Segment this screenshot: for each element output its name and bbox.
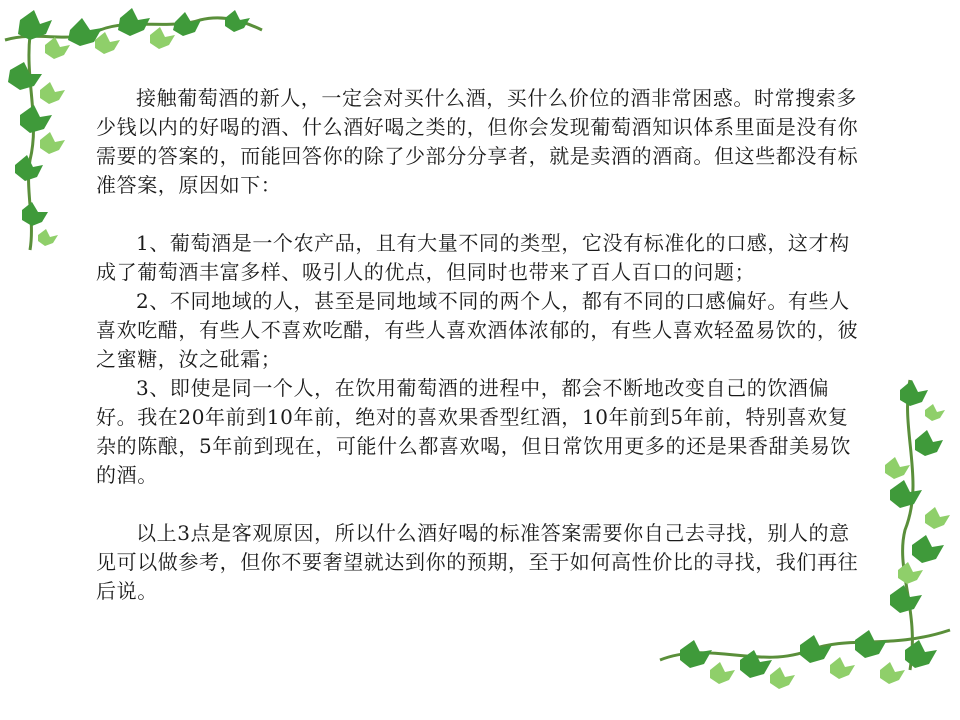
conclusion-paragraph: 以上3点是客观原因，所以什么酒好喝的标准答案需要你自己去寻找，别人的意见可以做参考，但你不要奢望就达到你的预期，至于如何高性价比的寻找，我们再往后说。 [96, 521, 859, 603]
article-text [96, 84, 866, 606]
intro-paragraph: 接触葡萄酒的新人，一定会对买什么酒，买什么价位的酒非常困惑。时常搜索多少钱以内的好喝的酒、什么酒好喝之类的，但你会发现葡萄酒知识体系里面是没有你需要的答案的，而能回答你的除了少部分分享者，就是卖酒的酒商。但这些都没有标准答案，原因如下： [96, 86, 859, 197]
paragraph-spacer [96, 490, 866, 519]
paragraph-spacer [96, 200, 866, 229]
reason-3-paragraph: 3、即使是同一个人，在饮用葡萄酒的进程中，都会不断地改变自己的饮酒偏好。我在20年前到10年前，绝对的喜欢果香型红酒，10年前到5年前，特别喜欢复杂的陈酿，5年前到现在，可能什么都喜欢喝，但日常饮用更多的还是果香甜美易饮的酒。 [96, 376, 851, 487]
reason-2-paragraph: 2、不同地域的人，甚至是同地域不同的两个人，都有不同的口感偏好。有些人喜欢吃醋，有些人不喜欢吃醋，有些人喜欢酒体浓郁的，有些人喜欢轻盈易饮的，彼之蜜糖，汝之砒霜； [96, 289, 859, 371]
reason-1-paragraph: 1、葡萄酒是一个农产品，且有大量不同的类型，它没有标准化的口感，这才构成了葡萄酒丰富多样、吸引人的优点，但同时也带来了百人百口的问题； [96, 231, 850, 284]
